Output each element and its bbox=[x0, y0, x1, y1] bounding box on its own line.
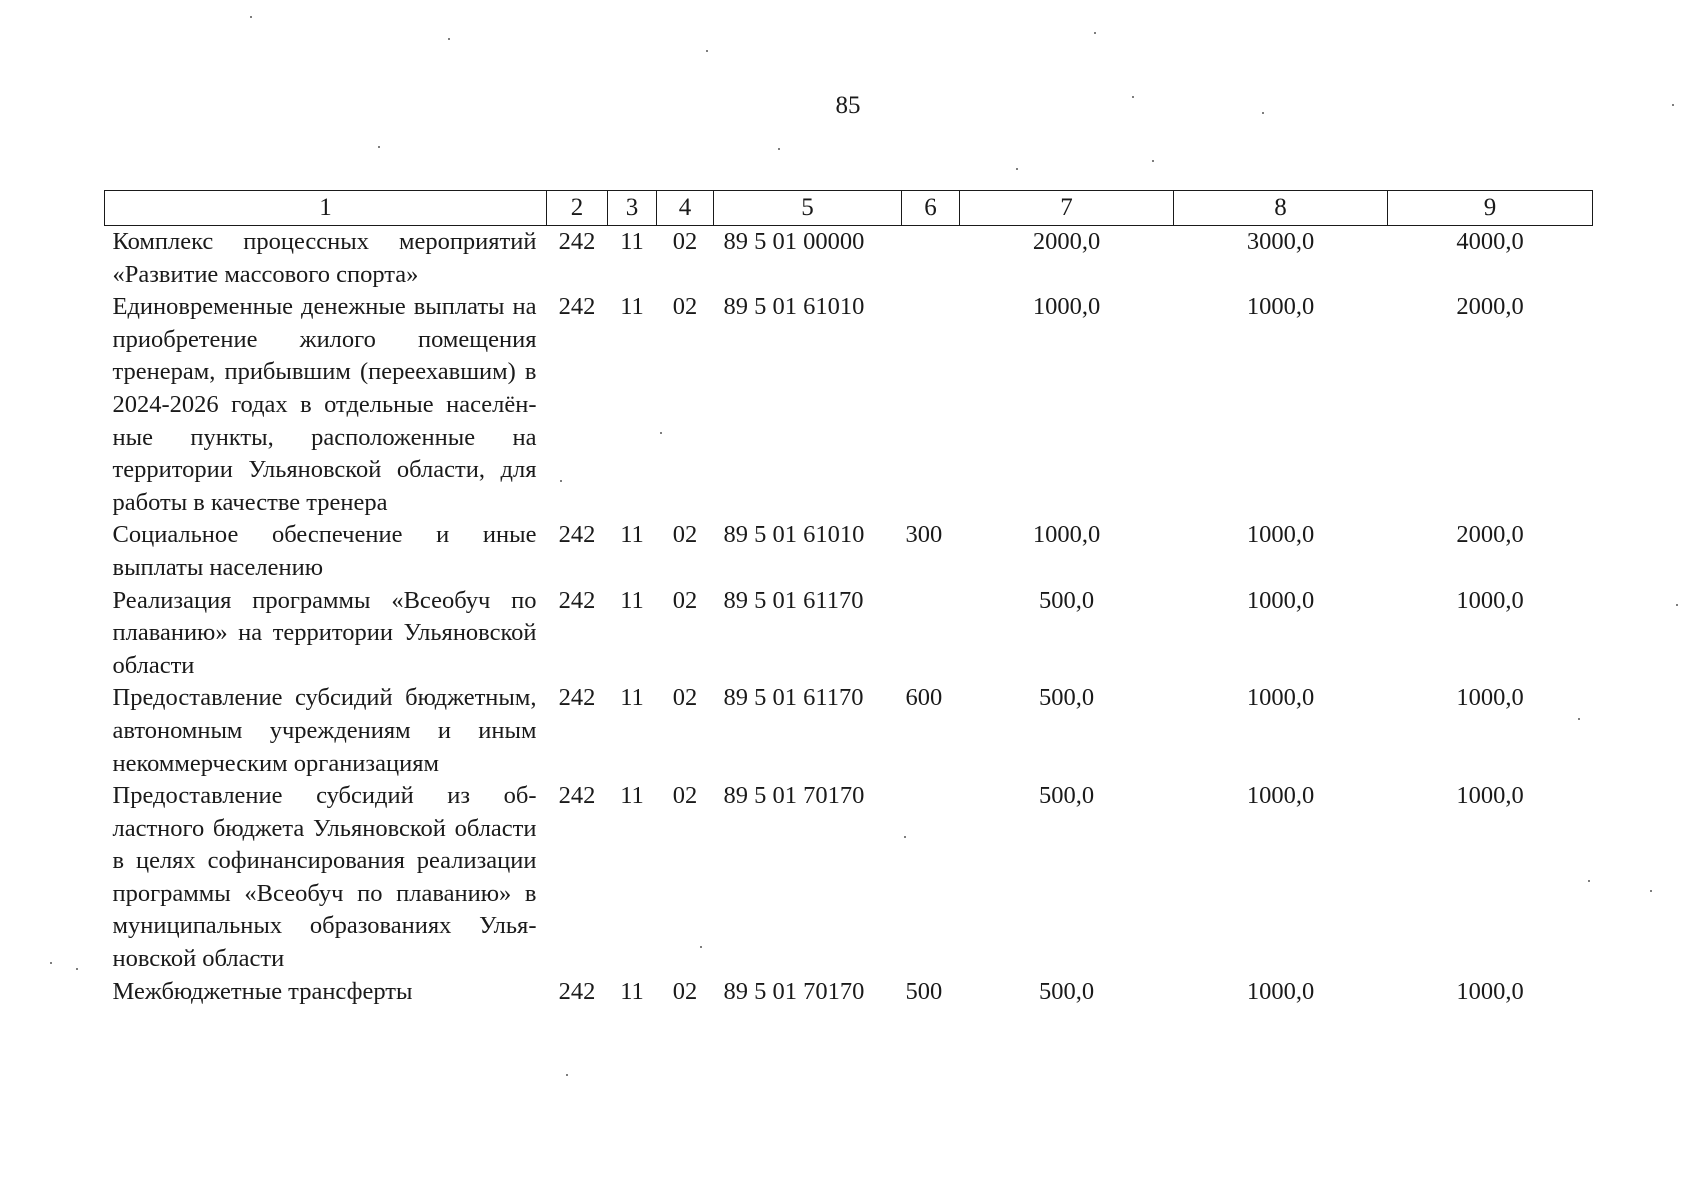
row-col-8: 1000,0 bbox=[1246, 293, 1315, 321]
row-col-8: 1000,0 bbox=[1246, 782, 1315, 810]
row-col-8: 1000,0 bbox=[1246, 684, 1315, 712]
row-col-7: 500,0 bbox=[1038, 586, 1095, 614]
table-row bbox=[105, 291, 1593, 519]
row-col-8: 1000,0 bbox=[1246, 521, 1315, 549]
header-col-7: 7 bbox=[960, 191, 1174, 226]
scan-speck bbox=[50, 962, 52, 964]
page-number: 85 bbox=[835, 92, 861, 119]
scan-speck bbox=[560, 480, 562, 482]
row-col-6 bbox=[902, 780, 960, 976]
row-col-5: 89 5 01 70170 bbox=[723, 782, 865, 810]
row-col-3: 11 bbox=[620, 977, 644, 1005]
table-row bbox=[105, 780, 1593, 976]
row-name: Реализация программы «Всеобуч по плаванию» на территории Ульяновской области bbox=[112, 586, 537, 679]
row-col-6: 300 bbox=[905, 521, 943, 549]
row-col-5: 89 5 01 61010 bbox=[723, 521, 865, 549]
scan-speck bbox=[1650, 890, 1652, 892]
row-col-9: 4000,0 bbox=[1456, 228, 1524, 255]
row-col-5: 89 5 01 00000 bbox=[723, 228, 865, 255]
row-name: Предоставление субсидий из областного бюджета Ульяновской области в целях софинансирования реализации программы «Всеобуч по плаванию» в муниципальных образованиях Ульяновской области bbox=[112, 782, 537, 973]
row-col-4: 02 bbox=[672, 782, 698, 810]
header-col-5: 5 bbox=[714, 191, 902, 226]
table-row bbox=[105, 976, 1593, 1009]
row-col-5: 89 5 01 70170 bbox=[723, 977, 865, 1005]
row-col-7: 2000,0 bbox=[1032, 228, 1101, 255]
row-col-2: 242 bbox=[558, 977, 596, 1005]
scan-speck bbox=[706, 50, 708, 52]
scan-speck bbox=[448, 38, 450, 40]
scan-speck bbox=[904, 836, 906, 838]
header-col-4: 4 bbox=[657, 191, 714, 226]
row-col-2: 242 bbox=[558, 586, 596, 614]
table-row bbox=[105, 585, 1593, 683]
row-col-8: 3000,0 bbox=[1246, 228, 1315, 255]
row-col-4: 02 bbox=[672, 684, 698, 712]
row-col-7: 1000,0 bbox=[1032, 293, 1101, 321]
row-col-3: 11 bbox=[620, 684, 644, 712]
row-col-7: 1000,0 bbox=[1032, 521, 1101, 549]
scan-speck bbox=[76, 968, 78, 970]
scan-speck bbox=[1152, 160, 1154, 162]
row-col-3: 11 bbox=[620, 293, 644, 321]
row-name: Межбюджетные трансферты bbox=[112, 977, 413, 1005]
row-name: Социальное обеспечение и иные выплаты населению bbox=[112, 521, 537, 581]
budget-table bbox=[104, 190, 1593, 1008]
row-col-4: 02 bbox=[672, 977, 698, 1005]
row-col-6: 600 bbox=[905, 684, 943, 712]
scan-speck bbox=[1676, 604, 1678, 606]
row-col-5: 89 5 01 61010 bbox=[723, 293, 865, 321]
row-col-9: 1000,0 bbox=[1456, 684, 1524, 712]
row-col-2: 242 bbox=[558, 521, 596, 549]
row-col-2: 242 bbox=[558, 684, 596, 712]
table-row bbox=[105, 226, 1593, 292]
row-col-7: 500,0 bbox=[1038, 977, 1095, 1005]
row-col-9: 1000,0 bbox=[1456, 782, 1524, 810]
row-col-9: 2000,0 bbox=[1456, 521, 1524, 549]
scan-speck bbox=[778, 148, 780, 150]
row-col-3: 11 bbox=[620, 228, 644, 255]
row-col-6 bbox=[902, 585, 960, 683]
row-col-6: 500 bbox=[905, 977, 943, 1005]
row-col-3: 11 bbox=[620, 521, 644, 549]
header-col-6: 6 bbox=[902, 191, 960, 226]
row-col-7: 500,0 bbox=[1038, 782, 1095, 810]
row-name: Единовременные денежные выплаты на приобретение жилого помещения тренерам, прибывшим (переехавшим) в 2024-2026 годах в отдельные населённые пункты, расположенные на территории Ульяновской области, для работы в качестве тренера bbox=[112, 293, 537, 516]
scan-speck bbox=[1588, 880, 1590, 882]
row-col-2: 242 bbox=[558, 293, 596, 321]
row-col-9: 1000,0 bbox=[1456, 586, 1524, 614]
row-name: Предоставление субсидий бюджетным, автономным учреждениям и иным некоммерческим организациям bbox=[112, 684, 537, 777]
row-col-6 bbox=[902, 226, 960, 292]
row-col-2: 242 bbox=[558, 782, 596, 810]
scan-speck bbox=[1016, 168, 1018, 170]
header-col-2: 2 bbox=[547, 191, 608, 226]
table-body bbox=[105, 226, 1593, 1009]
header-col-3: 3 bbox=[608, 191, 657, 226]
row-col-2: 242 bbox=[558, 228, 596, 255]
row-col-9: 1000,0 bbox=[1456, 977, 1524, 1005]
table-row bbox=[105, 682, 1593, 780]
header-col-9: 9 bbox=[1388, 191, 1593, 226]
row-col-5: 89 5 01 61170 bbox=[723, 586, 864, 614]
scan-speck bbox=[1578, 718, 1580, 720]
row-col-4: 02 bbox=[672, 228, 698, 255]
row-col-4: 02 bbox=[672, 293, 698, 321]
scan-speck bbox=[1094, 32, 1096, 34]
row-col-4: 02 bbox=[672, 586, 698, 614]
row-col-8: 1000,0 bbox=[1246, 586, 1315, 614]
row-col-8: 1000,0 bbox=[1246, 977, 1315, 1005]
row-name: Комплекс процессных мероприятий «Развитие массового спорта» bbox=[112, 228, 537, 288]
table-row bbox=[105, 519, 1593, 584]
scan-speck bbox=[1132, 96, 1134, 98]
row-col-6 bbox=[902, 291, 960, 519]
scan-speck bbox=[378, 146, 380, 148]
header-row bbox=[105, 191, 1593, 226]
row-col-7: 500,0 bbox=[1038, 684, 1095, 712]
header-col-1: 1 bbox=[105, 191, 547, 226]
row-col-4: 02 bbox=[672, 521, 698, 549]
row-col-5: 89 5 01 61170 bbox=[723, 684, 864, 712]
table-header bbox=[105, 191, 1593, 226]
scan-speck bbox=[700, 946, 702, 948]
scan-speck bbox=[566, 1074, 568, 1076]
scan-speck bbox=[660, 432, 662, 434]
row-col-9: 2000,0 bbox=[1456, 293, 1524, 321]
header-col-8: 8 bbox=[1174, 191, 1388, 226]
scan-speck bbox=[1262, 112, 1264, 114]
scan-speck bbox=[1672, 104, 1674, 106]
row-col-3: 11 bbox=[620, 782, 644, 810]
scan-speck bbox=[250, 16, 252, 18]
row-col-3: 11 bbox=[620, 586, 644, 614]
